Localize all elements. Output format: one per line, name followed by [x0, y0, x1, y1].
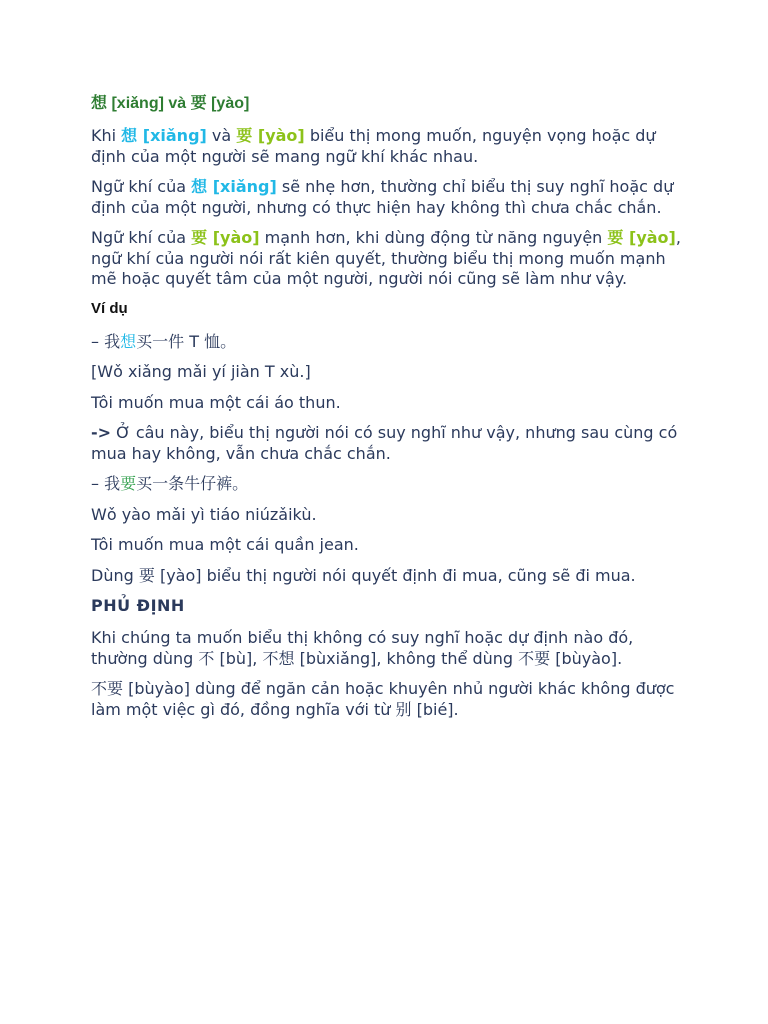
arrow-icon: ->	[91, 423, 112, 442]
example-1-note: -> Ở câu này, biểu thị người nói có suy nghĩ như vậy, nhưng sau cùng có mua hay không, vẫn chưa chắc chắn.	[91, 423, 678, 463]
title-pinyin-yao: [yào]	[211, 95, 250, 112]
paragraph-yao: Ngữ khí của 要 [yào] mạnh hơn, khi dùng động từ năng nguyện 要 [yào], ngữ khí của người nói rất kiên quyết, thường biểu thị mong muốn mạnh mẽ hoặc quyết tâm của một người, người nói cũng sẽ làm như vậy.	[91, 228, 681, 288]
paragraph-intro: Khi 想 [xiǎng] và 要 [yào] biểu thị mong muốn, nguyện vọng hoặc dự định của một người sẽ mang ngữ khí khác nhau.	[91, 126, 656, 166]
term-yao: 要 [yào]	[191, 228, 260, 247]
term-yao: 要 [yào]	[236, 126, 305, 145]
title-and: và	[168, 95, 187, 112]
title-char-xiang: 想	[91, 95, 108, 112]
term-xiang: 想 [xiǎng]	[191, 177, 277, 196]
example-2-meaning: Tôi muốn mua một cái quần jean.	[91, 535, 359, 554]
negation-paragraph-2: 不要 [bùyào] dùng để ngăn cản hoặc khuyên nhủ người khác không được làm một việc gì đó, đồng nghĩa với từ 别 [bié].	[91, 679, 675, 719]
negation-heading: PHỦ ĐỊNH	[91, 596, 185, 615]
paragraph-xiang: Ngữ khí của 想 [xiǎng] sẽ nhẹ hơn, thường chỉ biểu thị suy nghĩ hoặc dự định của một người, nhưng có thực hiện hay không thì chưa chắc chắn.	[91, 177, 674, 217]
title-pinyin-xiang: [xiǎng]	[111, 95, 164, 112]
title-char-yao: 要	[190, 95, 207, 112]
term-yao-2: 要 [yào]	[607, 228, 676, 247]
example-1-chinese: – 我想买一件 T 恤。	[91, 331, 237, 351]
example-1-meaning: Tôi muốn mua một cái áo thun.	[91, 392, 341, 412]
example-label: Ví dụ	[91, 299, 128, 317]
negation-paragraph-1: Khi chúng ta muốn biểu thị không có suy nghĩ hoặc dự định nào đó, thường dùng 不 [bù], 不想 [bùxiǎng], không thể dùng 不要 [bùyào].	[91, 628, 634, 668]
example-2-note: Dùng 要 [yào] biểu thị người nói quyết định đi mua, cũng sẽ đi mua.	[91, 565, 636, 585]
document-title	[91, 94, 691, 114]
term-xiang: 想 [xiǎng]	[121, 126, 207, 145]
example-1-pinyin: [Wǒ xiǎng mǎi yí jiàn T xù.]	[91, 362, 311, 381]
example-2-pinyin: Wǒ yào mǎi yì tiáo niúzǎikù.	[91, 504, 317, 524]
document-content	[91, 94, 691, 730]
example-2-chinese: – 我要买一条牛仔裤。	[91, 474, 249, 493]
